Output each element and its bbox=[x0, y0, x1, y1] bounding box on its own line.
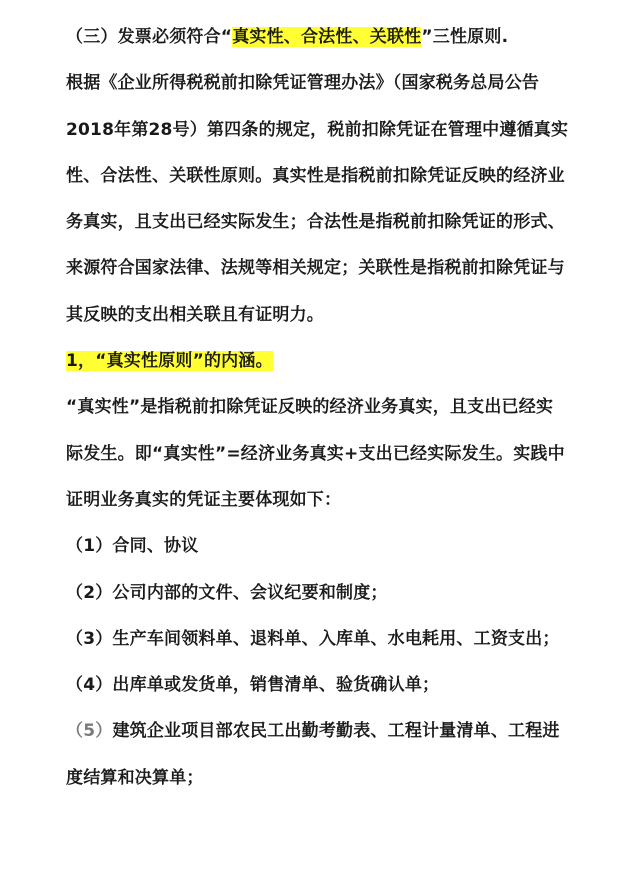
paragraph-line: 证明业务真实的凭证主要体现如下： bbox=[66, 489, 342, 510]
list-item-text: 建筑企业项目部农民工出勤考勤表、工程计量清单、工程进 bbox=[112, 721, 560, 742]
subsection-title bbox=[66, 338, 586, 384]
list-item: （1）合同、协议 bbox=[66, 536, 199, 557]
paragraph-line: “真实性”是指税前扣除凭证反映的经济业务真实，且支出已经实 bbox=[66, 397, 554, 418]
document-body bbox=[66, 14, 586, 801]
paragraph-line: 根据《企业所得税税前扣除凭证管理办法》（国家税务总局公告 bbox=[66, 73, 540, 94]
list-item: （3）生产车间领料单、退料单、入库单、水电耗用、工资支出； bbox=[66, 628, 560, 649]
section-heading bbox=[66, 14, 586, 60]
paragraph-line: 务真实，且支出已经实际发生；合法性是指税前扣除凭证的形式、 bbox=[66, 212, 565, 233]
paragraph-line: 际发生。即“真实性”=经济业务真实+支出已经实际发生。实践中 bbox=[66, 443, 565, 464]
heading-suffix: ”三性原则. bbox=[421, 27, 509, 47]
heading-prefix: （三）发票必须符合“ bbox=[66, 27, 233, 47]
paragraph-line: 性、合法性、关联性原则。真实性是指税前扣除凭证反映的经济业 bbox=[66, 165, 565, 186]
paragraph-line: 来源符合国家法律、法规等相关规定；关联性是指税前扣除凭证与 bbox=[66, 258, 565, 279]
heading-highlight: 真实性、合法性、关联性 bbox=[232, 27, 422, 47]
list-item-number: （5） bbox=[66, 721, 113, 742]
list-item: （4）出库单或发货单，销售清单、验货确认单； bbox=[66, 675, 440, 696]
paragraph-line: 其反映的支出相关联且有证明力。 bbox=[66, 304, 324, 325]
list-item-continuation: 度结算和决算单； bbox=[66, 767, 204, 788]
list-item: （2）公司内部的文件、会议纪要和制度； bbox=[66, 582, 388, 603]
list-item bbox=[66, 708, 586, 754]
subsection-title-text: 1，“真实性原则”的内涵。 bbox=[66, 351, 273, 372]
paragraph-line: 2018年第28号）第四条的规定，税前扣除凭证在管理中遵循真实 bbox=[66, 119, 569, 140]
